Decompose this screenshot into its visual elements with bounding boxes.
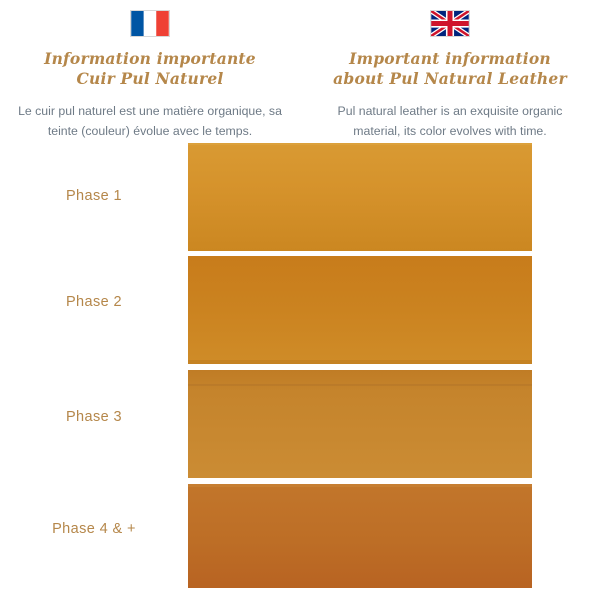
french-subtitle — [14, 101, 286, 141]
leather-swatch-phase-3 — [188, 370, 532, 478]
leather-swatch-phase-2 — [188, 256, 532, 364]
header — [0, 0, 600, 141]
french-title — [14, 49, 286, 89]
phase-label-4: Phase 4 & + — [52, 521, 136, 537]
phase-label-3: Phase 3 — [65, 409, 122, 425]
swatch-phase-3-surface — [188, 370, 532, 478]
phase-label-1: Phase 1 — [65, 188, 122, 204]
flag-france-icon — [130, 10, 170, 37]
english-subtitle-line1: Pul natural leather is an exquisite organic — [337, 104, 563, 118]
swatch-phase-4-surface — [188, 484, 532, 588]
english-title-line2: about Pul Natural Leather — [333, 69, 567, 88]
header-column-french — [0, 10, 300, 141]
swatch-phase-2-surface — [188, 256, 532, 364]
leather-swatch-phase-4 — [188, 484, 532, 588]
french-title-line2: Cuir Pul Naturel — [76, 69, 224, 88]
french-subtitle-line1: Le cuir pul naturel est une matière organique, sa — [18, 104, 282, 118]
swatch-phase-1-surface — [188, 143, 532, 251]
english-subtitle — [314, 101, 586, 141]
english-subtitle-line2: material, its color evolves with time. — [353, 124, 547, 138]
phase-label-2: Phase 2 — [65, 294, 122, 310]
leather-swatch-phase-1 — [188, 143, 532, 251]
flag-united-kingdom-icon — [430, 10, 470, 37]
header-column-english — [300, 10, 600, 141]
leather-swatch-stack — [188, 143, 532, 588]
english-title-line1: Important information — [349, 49, 551, 68]
french-subtitle-line2: teinte (couleur) évolue avec le temps. — [47, 124, 253, 138]
french-title-line1: Information importante — [44, 49, 256, 68]
english-title — [314, 49, 586, 89]
